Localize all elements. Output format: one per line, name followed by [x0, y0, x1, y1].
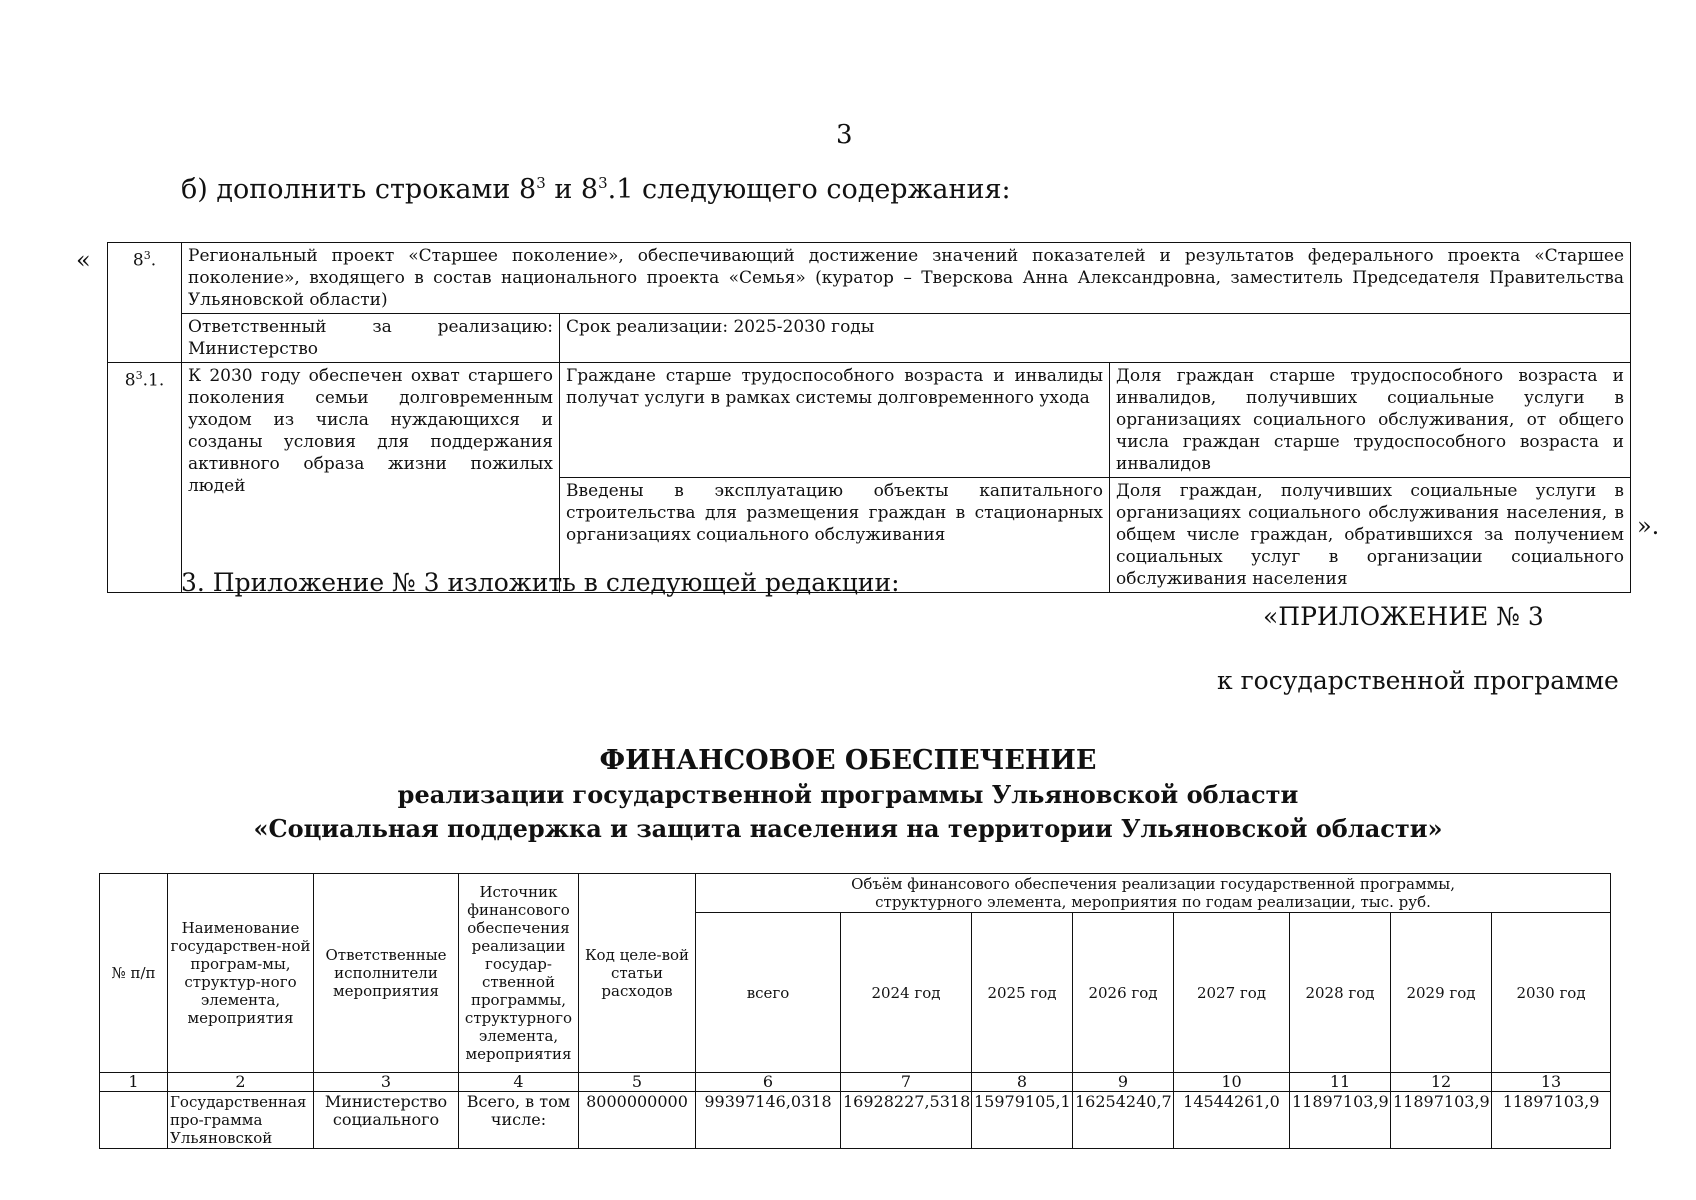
section-b-sup1: 3 — [536, 174, 546, 192]
header-2025: 2025 год — [972, 913, 1073, 1073]
row-8-3-period: Срок реализации: 2025-2030 годы — [560, 314, 1631, 363]
heading-line-3: «Социальная поддержка и защита населения на территории Ульяновской области» — [253, 814, 1443, 843]
finance-row-program — [100, 1092, 1611, 1149]
row-8-3-1-result-2: Введены в эксплуатацию объекты капитального строительства для размещения граждан в стационарных организациях социального обслуживания — [560, 478, 1110, 593]
appendix-title: «ПРИЛОЖЕНИЕ № 3 — [1263, 602, 1544, 631]
row-8-3-1-task: К 2030 году обеспечен охват старшего поколения семьи долговременным уходом из числа нуждающихся и созданы условия для поддержания активного образа жизни пожилых людей — [182, 363, 560, 593]
appendix-subtitle: к государственной программе — [1217, 666, 1619, 695]
row-8-3-text: Региональный проект «Старшее поколение», обеспечивающий достижение значений показателей и результатов федерального проекта «Старшее поколение», входящего в состав национального проекта «Семья» (куратор – Тверскова Анна Александровна, заместитель Председателя Правительства Ульяновской области) — [182, 243, 1631, 314]
cell-total: 99397146,0318 — [696, 1092, 841, 1149]
column-number: 12 — [1391, 1073, 1492, 1092]
row-8-3-num-sup: 3 — [143, 249, 151, 262]
row-8-3-number — [108, 243, 182, 363]
column-number: 6 — [696, 1073, 841, 1092]
row-8-3-meta — [108, 314, 1631, 363]
cell-number — [100, 1092, 168, 1149]
page-number: 3 — [836, 120, 853, 150]
cell-2030: 11897103,9 — [1492, 1092, 1611, 1149]
column-number: 1 — [100, 1073, 168, 1092]
row-8-3-title — [108, 243, 1631, 314]
quote-open: « — [76, 246, 91, 274]
section-b-part3: .1 следующего содержания: — [607, 174, 1011, 205]
section-3-text: 3. Приложение № 3 изложить в следующей редакции: — [181, 568, 900, 597]
column-number: 8 — [972, 1073, 1073, 1092]
cell-code: 8000000000 — [579, 1092, 696, 1149]
section-b-part2: и 8 — [545, 174, 599, 205]
row-8-3-1-num-sup: 3 — [135, 369, 143, 382]
cell-name: Государственная про-грамма Ульяновской — [168, 1092, 314, 1149]
column-number: 5 — [579, 1073, 696, 1092]
cell-2026: 16254240,7 — [1073, 1092, 1174, 1149]
cell-2025: 15979105,1 — [972, 1092, 1073, 1149]
column-number: 11 — [1290, 1073, 1391, 1092]
header-2029: 2029 год — [1391, 913, 1492, 1073]
header-2026: 2026 год — [1073, 913, 1174, 1073]
header-responsible: Ответственные исполнители мероприятия — [314, 874, 459, 1073]
cell-source: Всего, в том числе: — [459, 1092, 579, 1149]
cell-2029: 11897103,9 — [1391, 1092, 1492, 1149]
column-number: 7 — [841, 1073, 972, 1092]
column-number: 4 — [459, 1073, 579, 1092]
rows-table — [107, 242, 1631, 593]
row-8-3-responsible: Ответственный за реализацию: Министерство — [182, 314, 560, 363]
row-8-3-1-indicator-2: Доля граждан, получивших социальные услуги в организациях социального обслуживания населения, в общем числе граждан, обратившихся за получением социальных услуг в организации социального обслуживания населения — [1110, 478, 1631, 593]
heading-line-2: реализации государственной программы Ульяновской области — [397, 780, 1299, 809]
cell-responsible: Министерство социального — [314, 1092, 459, 1149]
section-b-sup2: 3 — [598, 174, 608, 192]
cell-2024: 16928227,5318 — [841, 1092, 972, 1149]
column-number: 13 — [1492, 1073, 1611, 1092]
quote-close: ». — [1637, 512, 1660, 540]
column-number: 9 — [1073, 1073, 1174, 1092]
header-2024: 2024 год — [841, 913, 972, 1073]
header-volume: Объём финансового обеспечения реализации государственной программы, структурного элемента, мероприятия по годам реализации, тыс. руб. — [696, 874, 1611, 913]
finance-table — [99, 873, 1611, 1149]
heading-line-1: ФИНАНСОВОЕ ОБЕСПЕЧЕНИЕ — [599, 745, 1097, 776]
row-8-3-1-num-tail: .1. — [142, 370, 165, 391]
column-number: 10 — [1174, 1073, 1290, 1092]
row-8-3-1-result-1: Граждане старше трудоспособного возраста и инвалиды получат услуги в рамках системы долговременного ухода — [560, 363, 1110, 478]
section-b-text — [181, 174, 1011, 205]
section-b-part1: б) дополнить строками 8 — [181, 174, 537, 205]
cell-2028: 11897103,9 — [1290, 1092, 1391, 1149]
row-8-3-1-number — [108, 363, 182, 593]
header-code: Код целе-вой статьи расходов — [579, 874, 696, 1073]
header-2028: 2028 год — [1290, 913, 1391, 1073]
row-8-3-1-num-base: 8 — [124, 370, 136, 391]
header-num: № п/п — [100, 874, 168, 1073]
header-2027: 2027 год — [1174, 913, 1290, 1073]
finance-column-numbers — [100, 1073, 1611, 1092]
row-8-3-1-first — [108, 363, 1631, 478]
row-8-3-1-indicator-1: Доля граждан старше трудоспособного возраста и инвалидов, получивших социальные услуги в организациях социального обслуживания, от общего числа граждан старше трудоспособного возраста и инвалидов — [1110, 363, 1631, 478]
row-8-3-num-tail: . — [150, 250, 157, 271]
column-number: 3 — [314, 1073, 459, 1092]
column-number: 2 — [168, 1073, 314, 1092]
cell-2027: 14544261,0 — [1174, 1092, 1290, 1149]
header-2030: 2030 год — [1492, 913, 1611, 1073]
header-name: Наименование государствен-ной програм-мы, структур-ного элемента, мероприятия — [168, 874, 314, 1073]
header-total: всего — [696, 913, 841, 1073]
header-source: Источник финансового обеспечения реализации государ-ственной программы, структурного элемента, мероприятия — [459, 874, 579, 1073]
finance-header-row-1 — [100, 874, 1611, 913]
row-8-3-num-base: 8 — [132, 250, 144, 271]
